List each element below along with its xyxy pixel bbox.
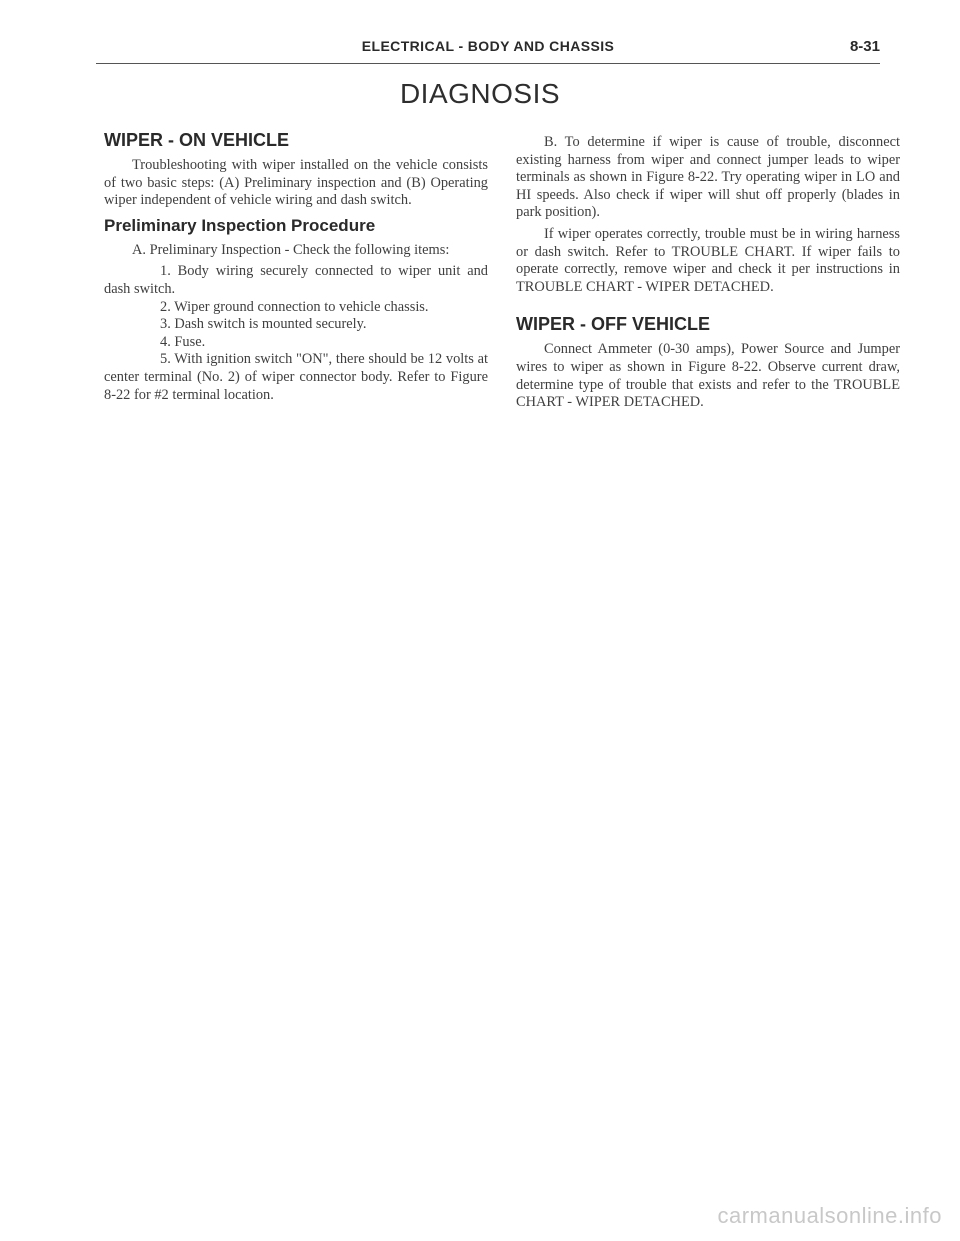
list-item: 4. Fuse.: [160, 333, 206, 350]
watermark: carmanualsonline.info: [717, 1203, 942, 1228]
right-column: [516, 134, 900, 416]
list-item: 2. Wiper ground connection to vehicle chassis.: [160, 298, 429, 315]
left-column: [104, 130, 488, 404]
list-item: 3. Dash switch is mounted securely.: [160, 316, 367, 333]
page-header: [96, 34, 880, 60]
intro-paragraph: Troubleshooting with wiper installed on the vehicle consists of two basic steps: (A) Preliminary inspection and (B) Operating wiper independent of vehicle wiring and dash switch.: [104, 157, 488, 209]
step-b-paragraph: B. To determine if wiper is cause of trouble, disconnect existing harness from wiper and connect jumper leads to wiper terminals as shown in Figure 8-22. Try operating wiper in LO and HI speeds. Also check if wiper will shut off properly (blades in park position).: [516, 134, 900, 221]
header-rule: [96, 63, 880, 64]
heading-wiper-on-vehicle: WIPER - ON VEHICLE: [104, 130, 290, 150]
operates-correctly-paragraph: If wiper operates correctly, trouble must be in wiring harness or dash switch. Refer to TROUBLE CHART. If wiper fails to operate correctly, remove wiper and check it per instructions in TROUBLE CHART - WIPER DETACHED.: [516, 225, 900, 295]
running-head: ELECTRICAL - BODY AND CHASSIS: [361, 38, 615, 54]
page-title: DIAGNOSIS: [399, 78, 561, 109]
off-vehicle-paragraph: Connect Ammeter (0-30 amps), Power Source and Jumper wires to wiper as shown in Figure 8-22. Observe current draw, determine type of trouble that exists and refer to the TROUBLE CHART - WIPER DETACHED.: [516, 341, 900, 411]
list-item: 1. Body wiring securely connected to wiper unit and dash switch.: [104, 263, 488, 297]
step-a-paragraph: A. Preliminary Inspection - Check the following items:: [132, 241, 450, 258]
list-item: 5. With ignition switch "ON", there should be 12 volts at center terminal (No. 2) of wiper connector body. Refer to Figure 8-22 for #2 terminal location.: [104, 351, 488, 403]
heading-wiper-off-vehicle: WIPER - OFF VEHICLE: [516, 314, 711, 335]
heading-preliminary-inspection: Preliminary Inspection Procedure: [104, 215, 376, 235]
page-number: 8-31: [849, 38, 880, 55]
